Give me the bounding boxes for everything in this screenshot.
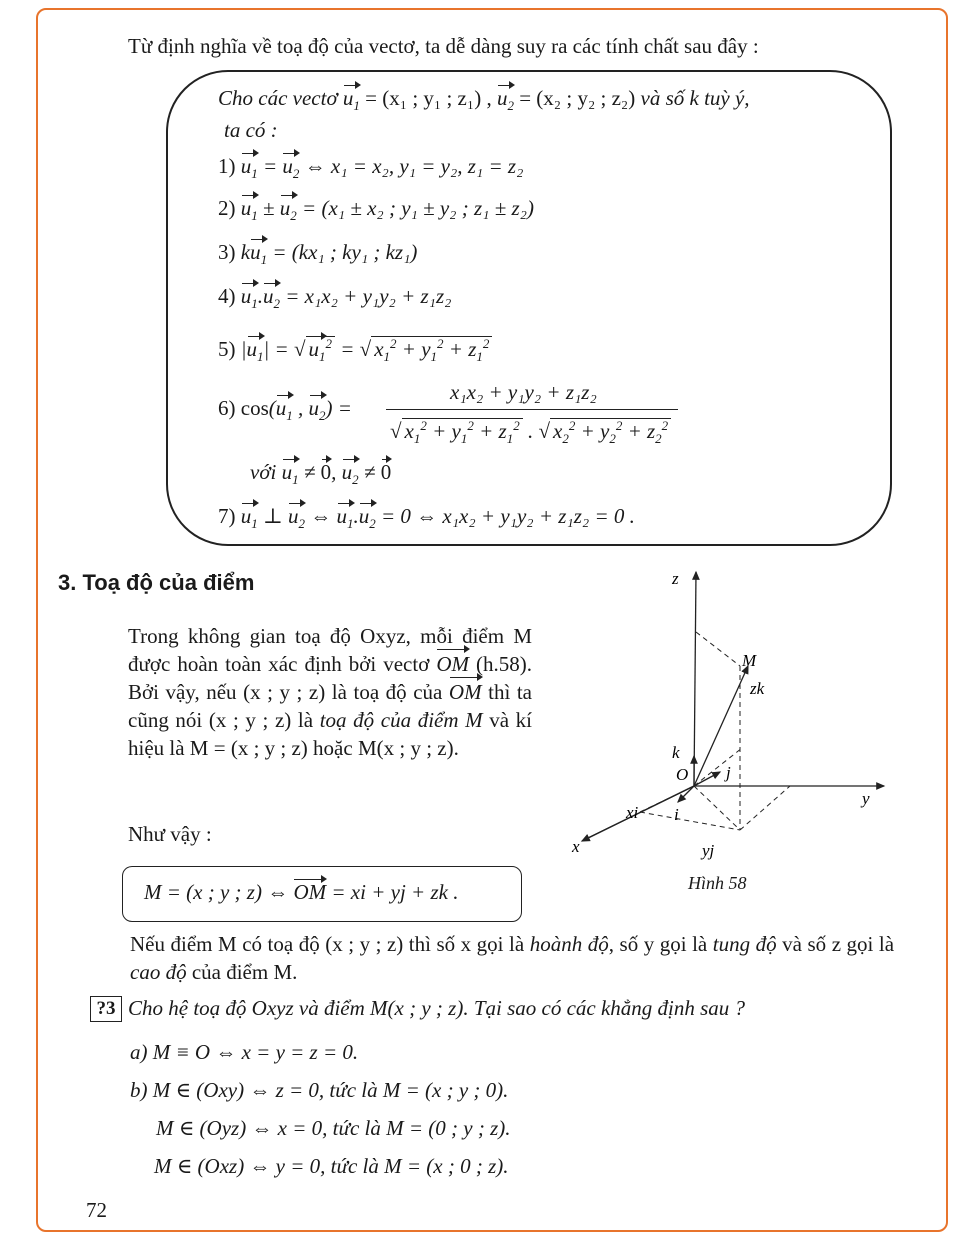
dashed-base-left [640,812,740,830]
property-6-denominator: √ $x_1^2 + y_1^2 + z_1^2$ . √ $x_2^2 + y_2^2 + z_2^2$ [390,418,671,447]
label-k: k [672,743,680,762]
section-heading: 3. Toạ độ của điểm [58,570,255,595]
property-6-numerator: x₁x₂ + y₁y₂ + z₁z₂ [450,380,597,404]
label-xi: xi [626,803,639,822]
property-3: 3) $ku_1 = (kx_1$ ; ky₁ ; kz₁) [218,240,418,268]
figure-caption: Hình 58 [688,873,747,893]
question-item-d: M ∈ (Oxz) ⇔ y = 0, tức là M = (x ; 0 ; z). [154,1154,509,1178]
dashed-j [694,748,742,786]
question-item-a: a) M ≡ O ⇔ x = y = z = 0. [130,1040,359,1064]
label-j: j [726,763,731,782]
question-text: Cho hệ toạ độ Oxyz và điểm M(x ; y ; z). Tại sao có các khẳng định sau ? [128,996,746,1020]
vector-i [678,786,694,802]
page-number: 72 [86,1198,107,1222]
label-O: O [676,765,689,784]
box-we-have: ta có : [224,118,278,142]
z-axis [694,572,696,786]
property-6-left: 6) $\cos(u_1$ , $u_2$) = [218,396,352,424]
property-5: 5) $|u_1|$ = √ $u_1^2$ = √ $x_1^2 + y_1^2 + z_1^2$ [218,336,492,365]
label-y: y [862,789,870,808]
dashed-base-right [740,786,790,830]
property-4: 4) $u_1.u_2 = x_1x_2 + y_1y_2 + z_1z_2$ [218,284,452,312]
dashed-x-plane [694,786,740,830]
question-item-b: b) M ∈ (Oxy) ⇔ z = 0, tức là M = (x ; y ; 0). [130,1078,509,1102]
label-i: i [674,805,679,824]
label-M: M [742,651,757,670]
question-item-c: M ∈ (Oyz) ⇔ x = 0, tức là M = (0 ; y ; z). [156,1116,511,1140]
vector-j [694,772,720,786]
figure-58-diagram [560,560,900,860]
label-yj: yj [702,841,715,860]
label-zk: zk [750,679,765,698]
label-x: x [572,837,580,856]
property-7: 7) $u_1$ ⊥ $u_2$ ⇔ $u_1.u_2 = 0$ ⇔ x₁x₂ + y₁y₂ + z₁z₂ = 0 . [218,504,635,532]
property-1: 1) $u_1 = u_2$ ⇔ x₁ = x₂, y₁ = y₂, z₁ = z₂ [218,154,524,182]
section-paragraph: Trong không gian toạ độ Oxyz, mỗi điểm M được hoàn toàn xác định bởi vectơ OM (h.58). Bởi vậy, nếu (x ; y ; z) là toạ độ của OM thì ta cũng nói (x ; y ; z) là toạ độ của điểm M và kí hiệu là M = (x ; y ; z) hoặc M(x ; y ; z). [128,624,533,760]
box-line-given: Cho các vectơ $u_1 = (x_1$ ; y₁ ; z₁) , $u_2 = (x_2$ ; y₂ ; z₂) và số k tuỳ ý, [218,86,750,114]
intro-text: Từ định nghĩa về toạ độ của vectơ, ta dễ dàng suy ra các tính chất sau đây : [128,34,759,58]
formula-box-text: M = (x ; y ; z) ⇔ OM = xi + yj + zk . [144,880,459,904]
definition-paragraph: Nếu điểm M có toạ độ (x ; y ; z) thì số x gọi là hoành độ, số y gọi là tung độ và số z gọi là cao độ của điểm M. [130,932,895,984]
label-z: z [672,569,679,588]
property-6-condition: với $u_1 \ne 0$, $u_2 \ne 0$ [250,460,392,488]
fraction-bar [386,409,678,410]
dashed-top [696,632,740,666]
nhu-vay-label: Như vậy : [128,822,212,846]
property-2: 2) $u_1 \pm u_2 = (x_1 \pm x_2$ ; y₁ ± y₂ ; z₁ ± z₂) [218,196,534,224]
question-badge: ?3 [90,996,122,1022]
